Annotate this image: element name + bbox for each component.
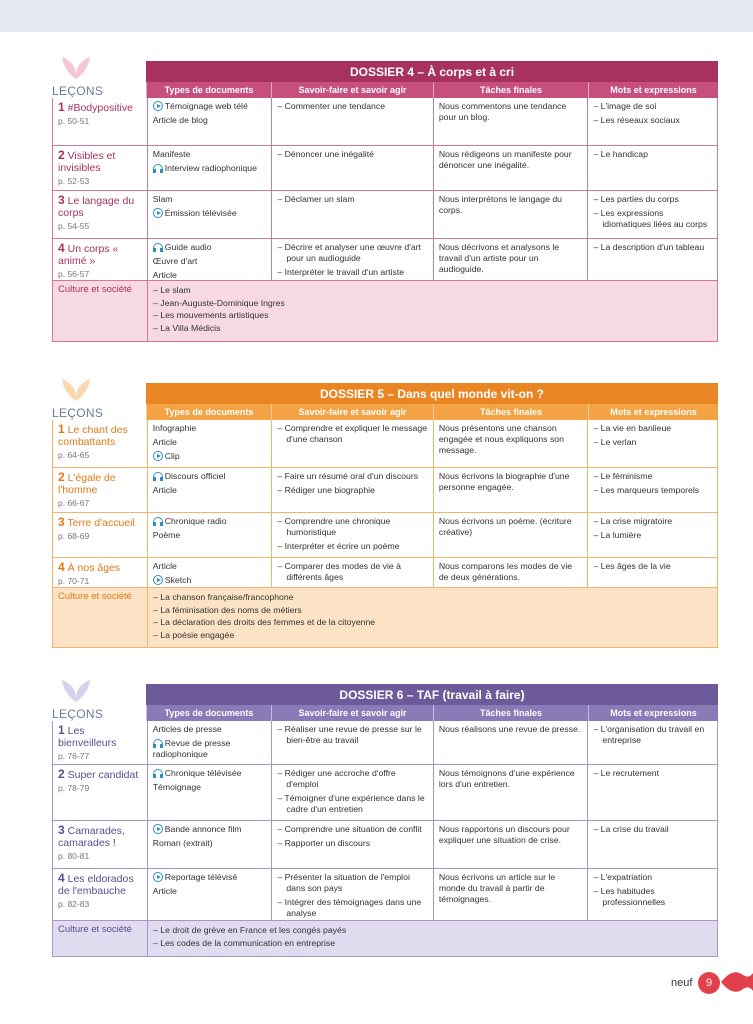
lesson-title: Les eldorados de l'embauche [58, 873, 134, 897]
culture-list [147, 281, 717, 341]
lesson-pages: p. 80-81 [58, 851, 90, 861]
document-item [153, 561, 267, 572]
documents-cell [147, 98, 272, 145]
mots-item: – La crise migratoire [593, 516, 673, 526]
tache-cell [433, 420, 588, 467]
document-label: Article [152, 437, 177, 447]
lecons-decoration-icon [58, 676, 94, 706]
mots-cell [587, 191, 717, 238]
video-play-icon [153, 575, 163, 585]
lesson-number: 1 [58, 723, 65, 737]
lesson-pages: p. 78-79 [58, 783, 90, 793]
document-item [153, 886, 267, 897]
lesson-pages: p. 68-69 [58, 531, 90, 541]
savoir-item: – Rédiger une accroche d'offre d'emploi [277, 768, 396, 789]
document-label: Article [152, 561, 177, 571]
culture-item: – Le droit de grève en France et les congés payés [153, 925, 347, 935]
tache-text: Nous rédigeons un manifeste pour dénoncer une inégalité. [438, 149, 572, 170]
savoir-cell [271, 765, 433, 820]
lesson-title: À nos âges [67, 562, 121, 574]
mots-cell [587, 420, 717, 467]
dossier-title: DOSSIER 5 – Dans quel monde vit-on ? [146, 383, 718, 404]
mots-item: – La crise du travail [593, 824, 669, 834]
document-label: Clip [164, 451, 180, 461]
page-number: 9 [698, 972, 720, 994]
lesson-number: 2 [58, 470, 65, 484]
lesson-title: Les bienveilleurs [58, 725, 117, 749]
document-label: Article [152, 485, 177, 495]
document-label: Revue de presse radiophonique [152, 738, 231, 759]
document-item [153, 149, 267, 160]
lesson-number: 2 [58, 148, 65, 162]
savoir-item: – Commenter une tendance [277, 101, 386, 111]
document-item [153, 208, 267, 219]
lesson-row [52, 869, 718, 921]
headphones-icon [153, 517, 163, 526]
mots-item: – Les âges de la vie [593, 561, 671, 571]
documents-cell [147, 468, 272, 512]
mots-cell [587, 513, 717, 557]
document-label: Manifeste [152, 149, 191, 159]
savoir-cell [271, 721, 433, 764]
culture-row [52, 281, 718, 342]
culture-list [147, 921, 717, 956]
mots-item: – Les parties du corps [593, 194, 679, 204]
mots-item: – Les habitudes professionnelles [593, 886, 666, 907]
savoir-item: – Décrire et analyser une œuvre d'art pour un audioguide [277, 242, 421, 263]
savoir-item: – Déclamer un slam [277, 194, 355, 204]
headphones-icon [153, 739, 163, 748]
tache-text: Nous rapportons un discours pour expliquer une situation de crise. [438, 824, 570, 845]
lesson-cell [53, 468, 147, 512]
savoir-item: – Intégrer des témoignages dans une analyse [277, 897, 422, 918]
mots-item: – La description d'un tableau [593, 242, 705, 252]
documents-cell [147, 869, 272, 920]
lesson-title: Super candidat [67, 769, 139, 781]
mots-cell [587, 821, 717, 868]
document-label: Chronique radio [164, 516, 227, 526]
document-item [153, 782, 267, 793]
tache-text: Nous témoignons d'une expérience lors d'un entretien. [438, 768, 575, 789]
lesson-cell [53, 765, 147, 820]
document-item [153, 824, 267, 835]
lesson-row [52, 191, 718, 239]
mots-item: – Les marqueurs temporels [593, 485, 700, 495]
documents-cell [147, 513, 272, 557]
document-item [153, 838, 267, 849]
document-label: Émission télévisée [164, 208, 237, 218]
documents-cell [147, 765, 272, 820]
tache-cell [433, 146, 588, 190]
documents-cell [147, 721, 272, 764]
tache-cell [433, 468, 588, 512]
document-label: Article [152, 270, 177, 280]
lecons-decoration-icon [58, 53, 94, 83]
mots-cell [587, 869, 717, 920]
tache-text: Nous écrivons un article sur le monde du travail à partir de témoignages. [438, 872, 556, 904]
savoir-cell [271, 146, 433, 190]
savoir-item: – Dénoncer une inégalité [277, 149, 374, 159]
culture-label: Culture et société [58, 284, 132, 295]
col-header-documents: Types de documents [146, 705, 271, 721]
document-item [153, 115, 267, 126]
lesson-cell [53, 239, 147, 280]
lecons-header [52, 684, 146, 721]
dossier-6-table [52, 684, 718, 957]
document-item [153, 471, 267, 482]
document-item [153, 872, 267, 883]
mots-item: – Le verlan [593, 437, 637, 447]
lesson-title: Visibles et invisibles [58, 150, 116, 174]
savoir-item: – Comparer des modes de vie à différents âges [277, 561, 401, 582]
lecons-decoration-icon [58, 375, 94, 405]
mots-cell [587, 468, 717, 512]
col-header-savoir: Savoir-faire et savoir agir [271, 404, 433, 420]
tache-text: Nous écrivons un poème. (écriture créative) [438, 516, 572, 537]
mots-item: – La vie en banlieue [593, 423, 672, 433]
culture-item: – Les mouvements artistiques [153, 310, 269, 320]
tache-text: Nous réalisons une revue de presse. [438, 724, 581, 734]
column-headers [52, 82, 718, 98]
culture-item: – La féminisation des noms de métiers [153, 604, 302, 615]
video-play-icon [153, 101, 163, 111]
document-label: Articles de presse [152, 724, 222, 734]
lesson-pages: p. 50-51 [58, 116, 90, 126]
mots-item: – La lumière [593, 530, 642, 540]
col-header-documents: Types de documents [146, 404, 271, 420]
mots-cell [587, 558, 717, 587]
lesson-pages: p. 82-83 [58, 899, 90, 909]
mots-cell [587, 239, 717, 280]
document-item [153, 242, 267, 253]
lesson-pages: p. 52-53 [58, 176, 90, 186]
savoir-cell [271, 468, 433, 512]
lesson-number: 3 [58, 515, 65, 529]
lesson-number: 4 [58, 241, 65, 255]
column-headers [52, 404, 718, 420]
culture-item: – Les codes de la communication en entreprise [153, 937, 336, 948]
culture-row [52, 921, 718, 957]
document-item [153, 163, 267, 174]
savoir-cell [271, 821, 433, 868]
lesson-pages: p. 54-55 [58, 221, 90, 231]
document-item [153, 256, 267, 267]
col-header-savoir: Savoir-faire et savoir agir [271, 82, 433, 98]
lesson-row [52, 420, 718, 468]
documents-cell [147, 821, 272, 868]
mots-item: – L'organisation du travail en entreprise [593, 724, 705, 745]
document-item [153, 768, 267, 779]
lecons-label: LEÇONS [52, 84, 104, 98]
document-label: Discours officiel [164, 471, 226, 481]
document-label: Article de blog [152, 115, 208, 125]
document-label: Infographie [152, 423, 197, 433]
mots-item: – Les réseaux sociaux [593, 115, 680, 125]
culture-row [52, 588, 718, 648]
document-item [153, 194, 267, 205]
headphones-icon [153, 769, 163, 778]
mots-item: – Le féminisme [593, 471, 653, 481]
tache-cell [433, 721, 588, 764]
dossier-4-table [52, 61, 718, 342]
mots-item: – L'expatriation [593, 872, 653, 882]
lesson-title: L'égale de l'homme [58, 472, 116, 496]
culture-item: – La chanson française/francophone [153, 592, 294, 602]
lesson-row [52, 468, 718, 513]
savoir-item: – Témoigner d'une expérience dans le cadre d'un entretien [277, 793, 425, 814]
document-label: Témoignage [152, 782, 202, 792]
savoir-cell [271, 191, 433, 238]
document-item [153, 530, 267, 541]
lesson-row [52, 239, 718, 281]
col-header-documents: Types de documents [146, 82, 271, 98]
lesson-number: 2 [58, 767, 65, 781]
video-play-icon [153, 208, 163, 218]
document-label: Reportage télévisé [164, 872, 238, 882]
mots-cell [587, 765, 717, 820]
headphones-icon [153, 472, 163, 481]
lesson-pages: p. 66-67 [58, 498, 90, 508]
lesson-cell [53, 513, 147, 557]
savoir-item: – Réaliser une revue de presse sur le bien-être au travail [277, 724, 422, 745]
savoir-cell [271, 420, 433, 467]
document-item [153, 575, 267, 586]
culture-item: – La déclaration des droits des femmes et de la citoyenne [153, 617, 376, 627]
lesson-cell [53, 191, 147, 238]
dossier-title: DOSSIER 6 – TAF (travail à faire) [146, 684, 718, 705]
mots-item: – Le handicap [593, 149, 648, 159]
document-label: Article [152, 886, 177, 896]
mots-item: – Le recrutement [593, 768, 660, 778]
culture-list [147, 588, 717, 647]
column-headers [52, 705, 718, 721]
document-label: Interview radiophonique [164, 163, 257, 173]
savoir-item: – Rapporter un discours [277, 838, 371, 848]
headphones-icon [153, 243, 163, 252]
mots-cell [587, 98, 717, 145]
col-header-mots: Mots et expressions [588, 705, 718, 721]
culture-item: – Jean-Auguste-Dominique Ingres [153, 297, 285, 308]
savoir-item: – Interpréter le travail d'un artiste [277, 267, 405, 277]
savoir-cell [271, 239, 433, 280]
tache-cell [433, 558, 588, 587]
lesson-number: 4 [58, 560, 65, 574]
lesson-title: Le langage du corps [58, 195, 135, 219]
col-header-taches: Tâches finales [433, 404, 588, 420]
lesson-row [52, 98, 718, 146]
lesson-rows [52, 98, 718, 281]
tache-text: Nous comparons les modes de vie de deux générations. [438, 561, 573, 582]
tache-text: Nous présentons une chanson engagée et nous expliquons son message. [438, 423, 564, 455]
document-item [153, 516, 267, 527]
tache-text: Nous décrivons et analysons le travail d'un artiste pour un audioguide. [438, 242, 560, 274]
tache-cell [433, 869, 588, 920]
lesson-pages: p. 70-71 [58, 576, 90, 586]
lesson-number: 3 [58, 193, 65, 207]
document-item [153, 101, 267, 112]
savoir-cell [271, 869, 433, 920]
headphones-icon [153, 164, 163, 173]
documents-cell [147, 191, 272, 238]
document-item [153, 738, 267, 760]
lesson-row [52, 513, 718, 558]
col-header-savoir: Savoir-faire et savoir agir [271, 705, 433, 721]
mots-cell [587, 146, 717, 190]
lesson-cell [53, 869, 147, 920]
lesson-row [52, 721, 718, 765]
document-item [153, 270, 267, 281]
lesson-number: 3 [58, 823, 65, 837]
culture-label: Culture et société [58, 591, 132, 602]
lesson-number: 1 [58, 100, 65, 114]
savoir-item: – Comprendre une situation de conflit [277, 824, 422, 834]
documents-cell [147, 239, 272, 280]
documents-cell [147, 146, 272, 190]
lesson-title: Camarades, camarades ! [58, 825, 125, 849]
document-label: Œuvre d'art [152, 256, 198, 266]
video-play-icon [153, 451, 163, 461]
col-header-taches: Tâches finales [433, 705, 588, 721]
savoir-item: – Comprendre une chronique humoristique [277, 516, 391, 537]
document-label: Bande annonce film [164, 824, 242, 834]
tache-cell [433, 239, 588, 280]
tache-text: Nous écrivons la biographie d'une personne engagée. [438, 471, 570, 492]
savoir-cell [271, 513, 433, 557]
lesson-number: 1 [58, 422, 65, 436]
document-item [153, 451, 267, 462]
mots-item: – L'image de soi [593, 101, 657, 111]
dossier-5-table [52, 383, 718, 648]
video-play-icon [153, 824, 163, 834]
document-label: Roman (extrait) [152, 838, 213, 848]
lesson-title: Terre d'accueil [67, 517, 135, 529]
col-header-mots: Mots et expressions [588, 404, 718, 420]
savoir-item: – Comprendre et expliquer le message d'une chanson [277, 423, 428, 444]
lecons-header [52, 61, 146, 98]
top-band [0, 0, 753, 32]
document-label: Chronique télévisée [164, 768, 242, 778]
tache-cell [433, 98, 588, 145]
document-item [153, 724, 267, 735]
col-header-taches: Tâches finales [433, 82, 588, 98]
lesson-cell [53, 821, 147, 868]
lesson-row [52, 558, 718, 588]
culture-item: – Le slam [153, 285, 191, 295]
mots-cell [587, 721, 717, 764]
culture-item: – La Villa Médicis [153, 322, 221, 333]
tache-cell [433, 513, 588, 557]
document-label: Sketch [164, 575, 192, 585]
page-word: neuf [671, 977, 693, 989]
lesson-number: 4 [58, 871, 65, 885]
documents-cell [147, 420, 272, 467]
tache-cell [433, 821, 588, 868]
lesson-cell [53, 146, 147, 190]
savoir-item: – Faire un résumé oral d'un discours [277, 471, 419, 481]
lesson-title: Un corps « animé » [58, 243, 119, 267]
lecons-header [52, 383, 146, 420]
culture-label: Culture et société [58, 924, 132, 935]
savoir-cell [271, 558, 433, 587]
lesson-cell [53, 558, 147, 587]
tache-cell [433, 191, 588, 238]
lesson-cell [53, 420, 147, 467]
tache-cell [433, 765, 588, 820]
lecons-label: LEÇONS [52, 406, 104, 420]
lesson-pages: p. 76-77 [58, 751, 90, 761]
lesson-title: Le chant des combattants [58, 424, 128, 448]
document-label: Guide audio [164, 242, 212, 252]
document-item [153, 423, 267, 434]
col-header-mots: Mots et expressions [588, 82, 718, 98]
documents-cell [147, 558, 272, 587]
document-label: Témoignage web télé [164, 101, 248, 111]
savoir-item: – Présenter la situation de l'emploi dans son pays [277, 872, 410, 893]
lesson-cell [53, 98, 147, 145]
culture-item: – La poésie engagée [153, 629, 235, 640]
document-label: Poème [152, 530, 181, 540]
document-item [153, 485, 267, 496]
savoir-item: – Rédiger une biographie [277, 485, 375, 495]
video-play-icon [153, 872, 163, 882]
lesson-row [52, 146, 718, 191]
mots-item: – Les expressions idiomatiques liées au corps [593, 208, 708, 229]
lesson-cell [53, 721, 147, 764]
lesson-title: #Bodypositive [67, 102, 133, 114]
document-item [153, 437, 267, 448]
lesson-row [52, 765, 718, 821]
lesson-rows [52, 721, 718, 921]
lesson-rows [52, 420, 718, 588]
dossier-title: DOSSIER 4 – À corps et à cri [146, 61, 718, 82]
lesson-row [52, 821, 718, 869]
lesson-pages: p. 56-57 [58, 269, 90, 279]
savoir-cell [271, 98, 433, 145]
lesson-pages: p. 64-65 [58, 450, 90, 460]
lecons-label: LEÇONS [52, 707, 104, 721]
savoir-item: – Interpréter et écrire un poème [277, 541, 400, 551]
tache-text: Nous commentons une tendance pour un blog. [438, 101, 567, 122]
document-label: Slam [152, 194, 173, 204]
tache-text: Nous interprétons le langage du corps. [438, 194, 563, 215]
